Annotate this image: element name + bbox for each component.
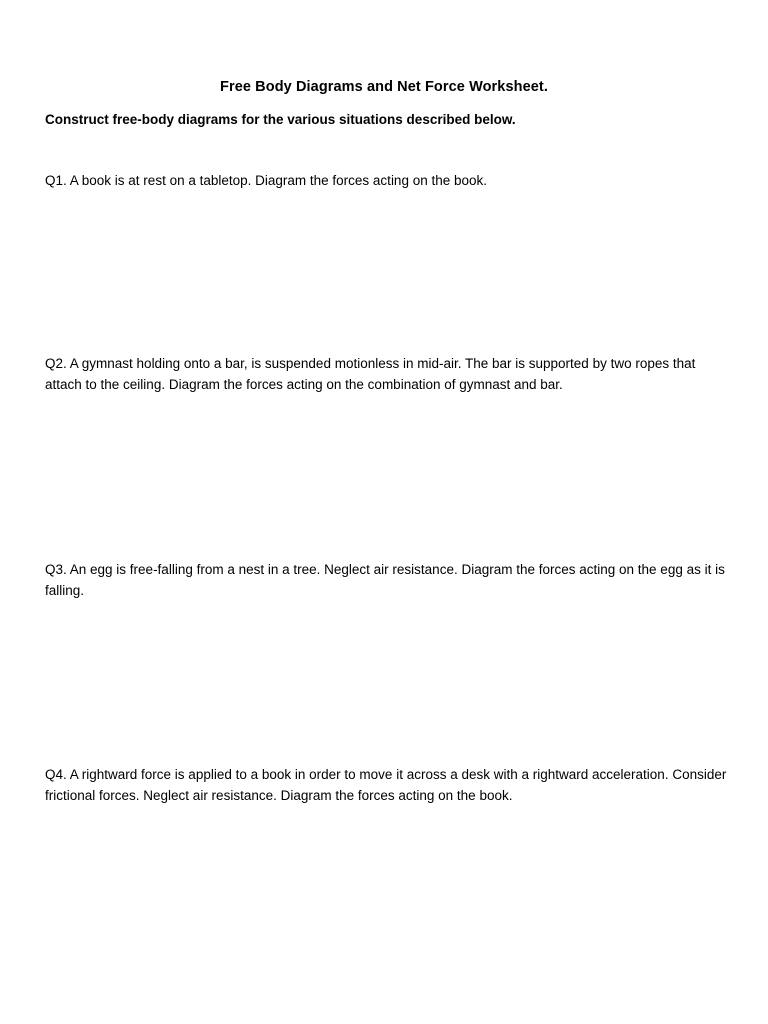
question-1: Q1. A book is at rest on a tabletop. Diagram the forces acting on the book. (45, 173, 488, 188)
question-4: Q4. A rightward force is applied to a book in order to move it across a desk with a rightward acceleration. Consider frictional forces. Neglect air resistance. Diagram the forces acting on the book. (45, 767, 727, 803)
answer-space-3 (45, 610, 730, 750)
instructions: Construct free-body diagrams for the various situations described below. (45, 112, 516, 127)
answer-space-4 (45, 815, 730, 995)
answer-space-2 (45, 405, 730, 545)
page-title: Free Body Diagrams and Net Force Worksheet. (220, 79, 548, 95)
question-2: Q2. A gymnast holding onto a bar, is suspended motionless in mid-air. The bar is supported by two ropes that attach to the ceiling. Diagram the forces acting on the combination of gymnast and bar. (45, 356, 696, 392)
question-3: Q3. An egg is free-falling from a nest in a tree. Neglect air resistance. Diagram the forces acting on the egg as it is falling. (45, 562, 725, 598)
answer-space-1 (45, 200, 730, 340)
